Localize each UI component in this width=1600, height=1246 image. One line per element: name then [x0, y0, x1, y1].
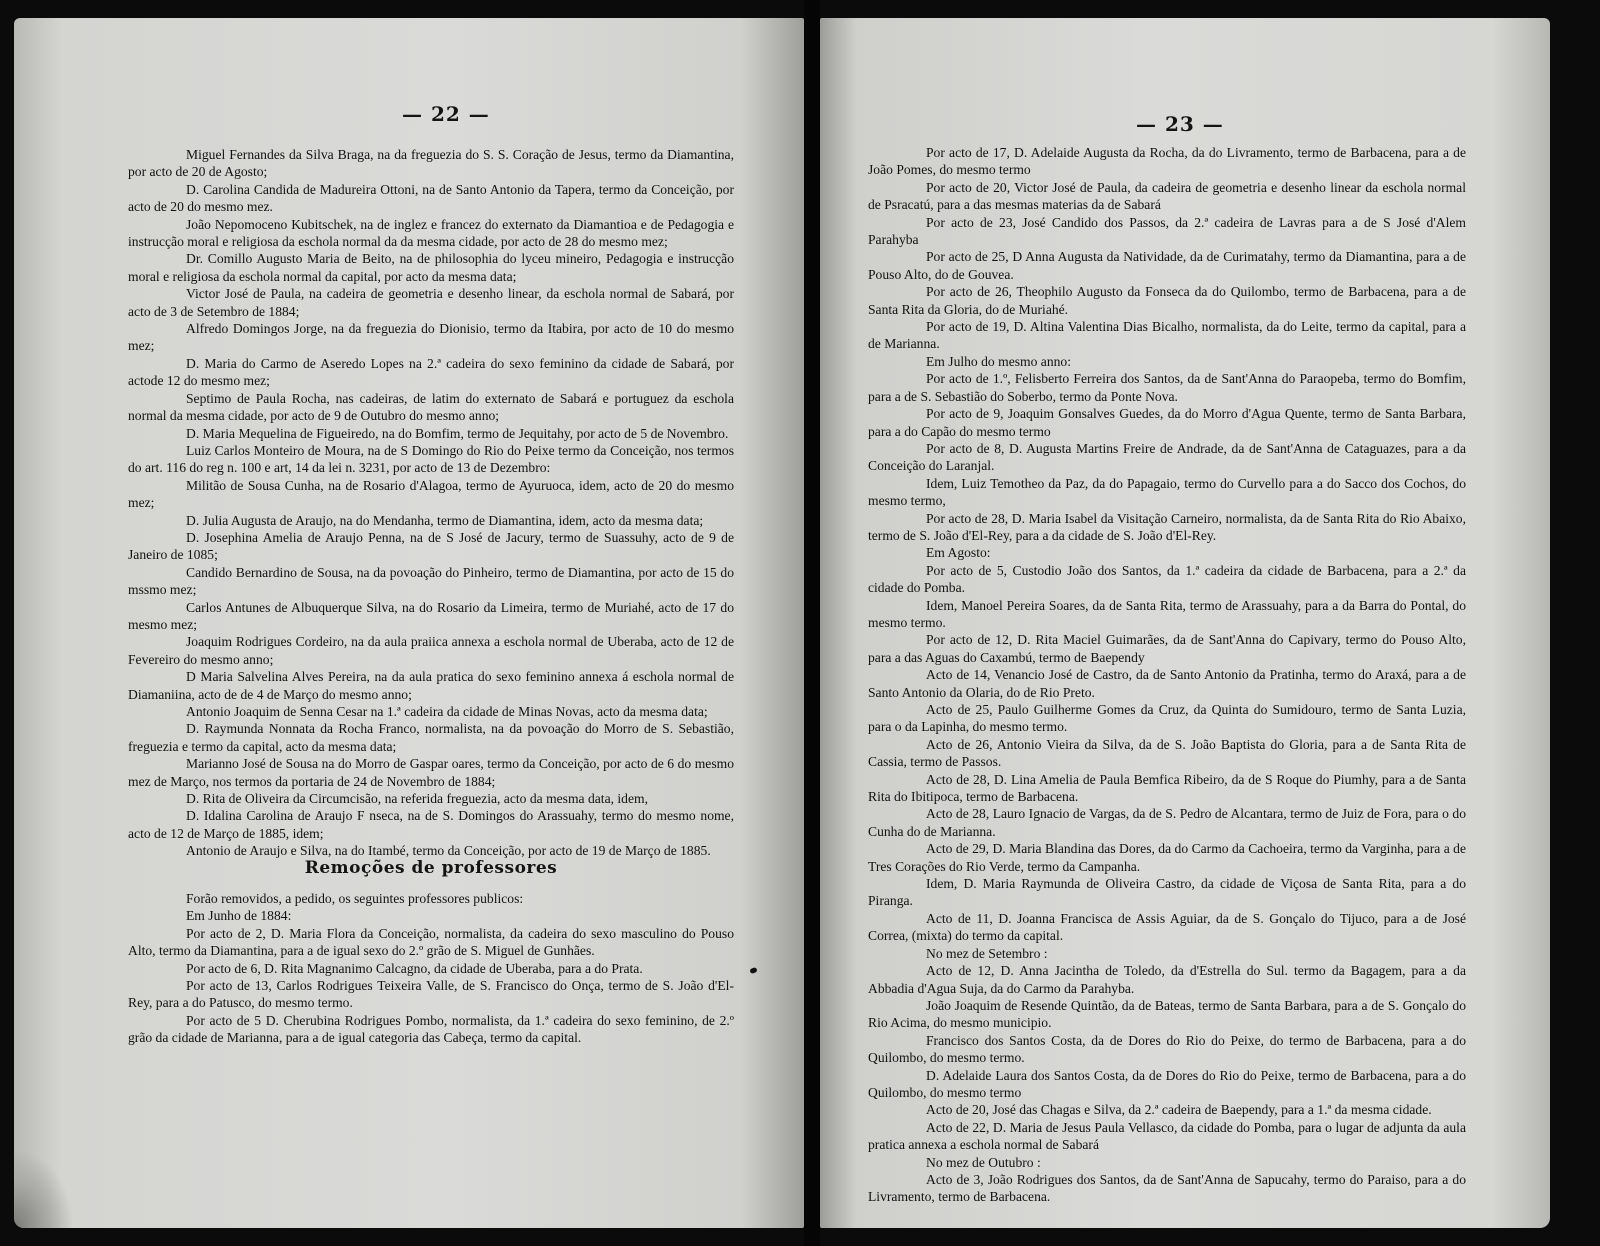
list-item: Por acto de 20, Victor José de Paula, da cadeira de geometria e desenho linear da eschola normal de Psracatú, para a das mesmas materias da de Sabará	[868, 179, 1466, 213]
list-item: João Nepomoceno Kubitschek, na de inglez e francez do externato da Diamantioa e de Pedagogia e instrucção moral e religiosa da escholа normal da da mesma cidade, por acto de 28 do mesmo mez;	[128, 216, 734, 250]
list-item: Miguel Fernandes da Silva Braga, na da freguezia do S. S. Coração de Jesus, termo da Diamantina, por acto de 20 de Agosto;	[128, 147, 734, 180]
ink-speck	[749, 967, 757, 974]
list-item: Marianno José de Sousa na do Morro de Gaspar oares, termo da Conceição, por acto de 6 do mesmo mez de Março, nos termos da portaria de 24 de Novembro de 1884;	[128, 756, 734, 789]
list-item: Por acto de 1.º, Felisberto Ferreira dos Santos, da de Sant'Anna do Paraopeba, termo do Bomfim, para a de S. Sebastião do Soberbo, termo da Ponte Nova.	[868, 371, 1466, 404]
section-title: Remoções de professores	[304, 858, 558, 878]
list-item: Septimo de Paula Rocha, nas cadeiras, de latim do externato de Sabará e portuguez da eschola normal da mesma cidade, por acto de 9 de Outubro do mesmo anno;	[128, 390, 734, 424]
list-item: Luiz Carlos Monteiro de Moura, na de S Domingo do Rio do Peixe termo da Conceição, nos termos do art. 116 do reg n. 100 e art, 14 da lei n. 3231, por acto de 13 de Dezembro:	[128, 442, 734, 476]
list-item: Idem, D. Maria Raymunda de Oliveira Castro, da cidade de Viçosa de Santa Rita, para a do Piranga.	[868, 876, 1466, 909]
list-item: Em Julho do mesmo anno:	[926, 353, 1071, 369]
list-item: Forão removidos, a pedido, os seguintes professores publicos:	[186, 891, 524, 906]
list-item: Por acto de 8, D. Augusta Martins Freire de Andrade, da de Sant'Anna de Cataguazes, para a da Conceição do Laranjal.	[868, 440, 1466, 474]
right-page	[820, 18, 1550, 1228]
list-item: Militão de Sousa Cunha, na de Rosario d'Alagoa, termo de Ayuruoca, idem, acto de 20 do mesmo mez;	[128, 477, 734, 511]
list-item: Alfredo Domingos Jorge, na da freguezia do Dionisio, termo da Itabira, por acto de 10 do mesmo mez;	[128, 321, 734, 354]
page-curl	[14, 1148, 74, 1228]
list-item: No mez de Outubro :	[926, 1154, 1041, 1170]
list-item: Por acto de 26, Theophilo Augusto da Fonseca da do Quilombo, termo de Barbacena, para a de Santa Rita da Gloria, do de Muriahé.	[868, 284, 1466, 317]
list-item: D Maria Salvelina Alves Pereira, na da aula pratica do sexo feminino annexa á eschola normal de Diamaniina, acto de de 4 de Março do mesmo anno;	[128, 669, 734, 702]
page-number: — 23 —	[1136, 112, 1224, 136]
list-item: Acto de 22, D. Maria de Jesus Paula Vellasco, da cidade do Pomba, para o lugar de adjunta da aula pratica annexa a eschola normal de Sabará	[868, 1119, 1466, 1153]
list-item: Por acto de 23, José Candido dos Passos, da 2.ª cadeira de Lavras para a de S José d'Alem Parahyba	[868, 214, 1466, 248]
list-item: Candido Bernardino de Sousa, na da povoação do Pinheiro, termo de Diamantina, por acto de 15 do mssmo mez;	[128, 564, 734, 598]
list-item: Acto de 28, Lauro Ignacio de Vargas, da de S. Pedro de Alcantara, termo de Juiz de Fora, para o do Cunha do de Marianna.	[868, 806, 1466, 839]
list-item: Por acto de 17, D. Adelaide Augusta da Rocha, da do Livramento, termo de Barbacena, para a de João Pomes, do mesmo termo	[868, 145, 1466, 178]
list-item: Acto de 3, João Rodrigues dos Santos, da de Sant'Anna de Sapucahy, termo do Paraiso, para a do Livramento, termo de Barbacena.	[868, 1171, 1466, 1205]
list-item: Por acto de 19, D. Altina Valentina Dias Bicalho, normalista, da do Leite, termo da capital, para a de Marianna.	[868, 319, 1466, 352]
list-item: Em Junho de 1884:	[186, 908, 292, 924]
list-item: D. Raymunda Nonnata da Rocha Franco, normalista, na da povoação do Morro de S. Sebastião, freguezia e termo da capital, acto da mesma data;	[128, 721, 734, 754]
list-item: Acto de 26, Antonio Vieira da Silva, da de S. João Baptista do Gloria, para a de Santa Rita de Cassia, termo de Passos.	[868, 736, 1466, 770]
list-item: Por acto de 25, D Anna Augusta da Natividade, da de Curimatahy, termo da Diamantina, para a de Pouso Alto, do de Gouvea.	[868, 249, 1466, 282]
list-item: Acto de 28, D. Lina Amelia de Paula Bemfica Ribeiro, da de S Roque do Piumhy, para a de Santa Rita do Ibitipoca, termo de Barbacena.	[868, 771, 1466, 805]
removals-list-continued	[868, 144, 1466, 1206]
list-item: Idem, Luiz Temotheo da Paz, da do Papagaio, termo do Curvello para a do Sacco dos Cochos, do mesmo termo,	[868, 475, 1466, 509]
list-item: D. Idalina Carolina de Araujo F nseca, na de S. Domingos do Arassuahy, termo do mesmo nome, acto de 12 de Março de 1885, idem;	[128, 808, 734, 841]
list-item: Acto de 12, D. Anna Jacintha de Toledo, da d'Estrella do Sul. termo da Bagagem, para a da Abbadia d'Agua Suja, da do Carmo da Parahyba.	[868, 963, 1466, 996]
list-item: Acto de 25, Paulo Guilherme Gomes da Cruz, da Quinta do Sumidouro, termo de Santa Luzia, para o da Lapinha, do mesmo termo.	[868, 702, 1466, 735]
list-item: No mez de Setembro :	[926, 945, 1048, 961]
list-item: Joaquim Rodrigues Cordeiro, na da aula praiica annexa a eschola normal de Uberaba, acto de 12 de Fevereiro do mesmo anno;	[128, 634, 734, 667]
list-item: Victor José de Paula, na cadeira de geometria e desenho linear, da eschola normal de Sabará, por acto de 3 de Setembro de 1884;	[128, 286, 734, 319]
book-gutter	[804, 0, 820, 1246]
list-item: João Joaquim de Resende Quintão, da de Bateas, termo de Santa Barbara, para a de S. Gonçalo do Rio Acima, do mesmo municipio.	[868, 997, 1466, 1031]
list-item: Acto de 29, D. Maria Blandina das Dores, da do Carmo da Cachoeira, termo da Varginha, para a de Tres Corações do Rio Verde, termo da Campanha.	[868, 841, 1466, 874]
list-item: D. Adelaide Laura dos Santos Costa, da de Dores do Rio do Peixe, termo de Barbacena, para a do Quilombo, do mesmo termo	[868, 1067, 1466, 1100]
list-item: Por acto de 2, D. Maria Flora da Conceição, normalista, da cadeira do sexo masculino do Pouso Alto, termo da Diamantina, para a de igual sexo do 2.º grão de S. Miguel de Gunhães.	[128, 925, 734, 959]
removals-list	[128, 890, 734, 1047]
list-item: Por acto de 5, Custodio João dos Santos, da 1.ª cadeira da cidade de Barbacena, para a 2.ª da cidade do Pomba.	[868, 562, 1466, 596]
list-item: Francisco dos Santos Costa, da de Dores do Rio do Peixe, do termo de Barbacena, para a do Quilombo, do mesmo termo.	[868, 1032, 1466, 1066]
list-item: Por acto de 12, D. Rita Maciel Guimarães, da de Sant'Anna do Capivary, termo do Pouso Alto, para a das Aguas do Caxambú, termo de Baependy	[868, 632, 1466, 665]
list-item: Antonio Joaquim de Senna Cesar na 1.ª cadeira da cidade de Minas Novas, acto da mesma data;	[186, 704, 708, 719]
page-number: — 22 —	[402, 102, 490, 126]
list-item: Acto de 11, D. Joanna Francisca de Assis Aguiar, da de S. Gonçalo do Tijuco, para a de José Correa, (mixta) do termo da capital.	[868, 910, 1466, 944]
list-item: D. Josephina Amelia de Araujo Penna, na de S José de Jacury, termo de Suassuhy, acto de 9 de Janeiro de 1085;	[128, 529, 734, 563]
list-item: Idem, Manoel Pereira Soares, da de Santa Rita, termo de Arassuahy, para a da Barra do Pontal, do mesmo termo.	[868, 597, 1466, 630]
list-item: Acto de 14, Venancio José de Castro, da de Santo Antonio da Pratinha, termo do Araxá, para a de Santo Antonio da Olaria, do de Rio Preto.	[868, 667, 1466, 700]
list-item: Carlos Antunes de Albuquerque Silva, na do Rosario da Limeira, termo de Muriahé, acto de 17 do mesmo mez;	[128, 599, 734, 632]
list-item: Dr. Comillo Augusto Maria de Beito, na de philosophia do lyceu mineiro, Pedagogia e instrucção moral e religiosa da eschola normal da capital, por acto da mesma data;	[128, 251, 734, 284]
list-item: Por acto de 5 D. Cherubina Rodrigues Pombo, normalista, da 1.ª cadeira do sexo feminino, de 2.º grão da cidade de Marianna, para a de igual categoria das Cabeça, termo da capital.	[128, 1012, 734, 1046]
left-page	[14, 18, 804, 1228]
list-item: Por acto de 28, D. Maria Isabel da Visitação Carneiro, normalista, da de Santa Rita do Rio Abaixo, termo de S. João d'El-Rey, para a da cidade de S. João d'El-Rey.	[868, 510, 1466, 543]
list-item: D. Maria Mequelina de Figueiredo, na do Bomfim, termo de Jequitahy, por acto de 5 de Novembro.	[186, 425, 729, 441]
list-item: D. Rita de Oliveira da Circumcisão, na referida freguezia, acto da mesma data, idem,	[186, 791, 648, 807]
list-item: Acto de 20, José das Chagas e Silva, da 2.ª cadeira de Baependy, para a 1.ª da mesma cidade.	[926, 1102, 1432, 1118]
list-item: Por acto de 13, Carlos Rodrigues Teixeira Valle, de S. Francisco do Onça, termo de S. João d'El-Rey, para a do Patusco, do mesmo termo.	[128, 978, 734, 1011]
list-item: Antonio de Araujo e Silva, na do Itambé, termo da Conceição, por acto de 19 de Março de 1885.	[186, 843, 711, 859]
list-item: Em Agosto:	[926, 545, 991, 561]
list-item: D. Maria do Carmo de Aseredo Lopes na 2.ª cadeira do sexo feminino da cidade de Sabará, por actode 12 do mesmo mez;	[128, 355, 734, 389]
list-item: Por acto de 9, Joaquim Gonsalves Guedes, da do Morro d'Agua Quente, termo de Santa Barbara, para a do Capão do mesmo termo	[868, 406, 1466, 439]
list-item: D. Julia Augusta de Araujo, na do Mendanha, termo de Diamantina, idem, acto da mesma data;	[186, 512, 704, 528]
list-item: D. Carolina Candida de Madureira Ottoni, na de Santo Antonio da Tapera, termo da Conceição, por acto de 20 do mesmo mez.	[128, 181, 734, 215]
appointments-list	[128, 146, 734, 860]
list-item: Por acto de 6, D. Rita Magnanimo Calcagno, da cidade de Uberaba, para a do Prata.	[186, 960, 643, 976]
